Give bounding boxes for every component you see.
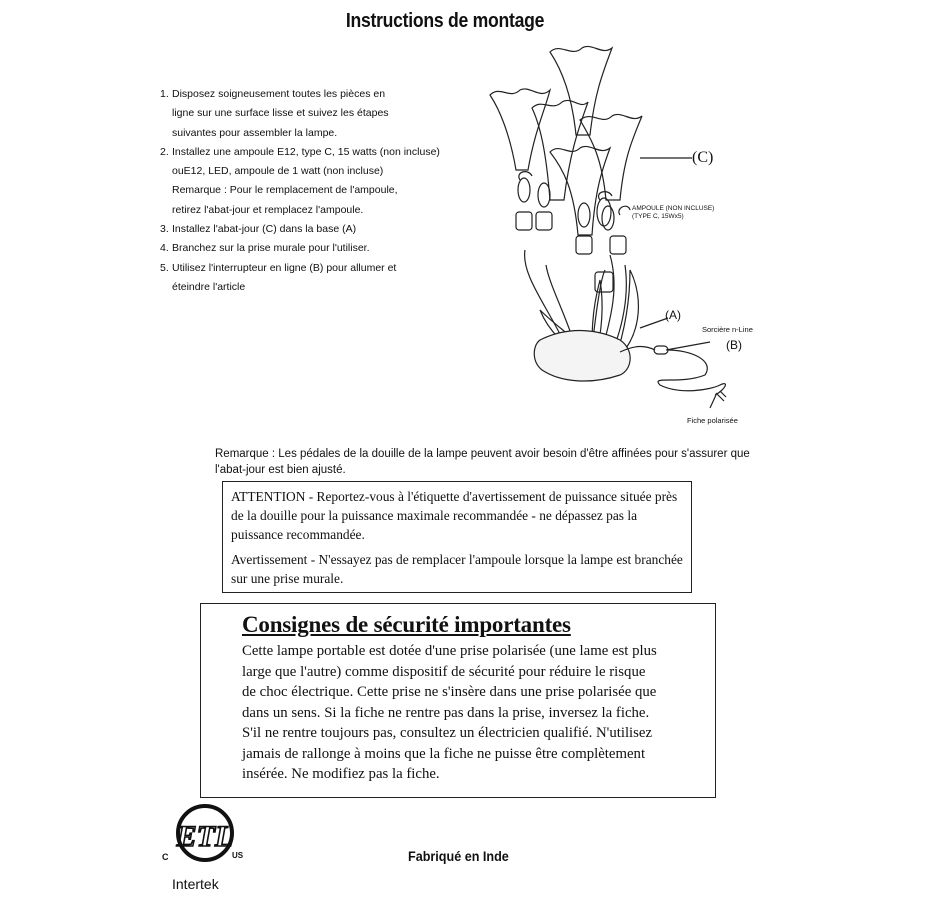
step-number: 2. [160, 145, 169, 158]
rotate-arrow [619, 206, 630, 215]
etl-c: C [162, 852, 169, 862]
step-item [160, 85, 460, 143]
warning-text: Avertissement - N'essayez pas de remplacer l'ampoule lorsque la lampe est branchée sur une prise murale. [231, 552, 683, 586]
step-item [160, 220, 460, 239]
plug-label: Fiche polarisée [687, 416, 738, 425]
label-b: (B) [726, 338, 742, 352]
safety-box [200, 603, 716, 798]
step-number: 4. [160, 242, 169, 255]
label-c: (C) [692, 149, 714, 166]
bulb [538, 183, 550, 207]
attention-text: ATTENTION - Reportez-vous à l'étiquette d'avertissement de puissance située près de la douille pour la puissance maximale recommandée - ne dépassez pas la puissance recommandée. [231, 489, 678, 542]
step-text: ouE12, LED, ampoule de 1 watt (non incluse) [172, 165, 384, 178]
safety-line: de choc électrique. Cette prise ne s'insère dans une prise polarisée que [242, 684, 657, 700]
step-number: 5. [160, 261, 169, 274]
step-item [160, 239, 460, 258]
step-text: Disposez soigneusement toutes les pièces en [172, 88, 386, 100]
etl-mark: ETL [176, 820, 234, 853]
step-text: éteindre l'article [172, 280, 246, 293]
lamp-assembly-illustration [480, 40, 770, 440]
safety-line: jamais de rallonge à moins que la fiche ne puisse être complètement [242, 745, 646, 762]
socket [610, 236, 626, 254]
leader-line [666, 342, 710, 350]
step-number: 3. [160, 223, 169, 236]
etl-us: US [232, 851, 244, 860]
safety-body [242, 641, 715, 785]
lamp-shade [490, 89, 550, 170]
label-a: (A) [665, 308, 681, 322]
step-text: Installez une ampoule E12, type C, 15 watts (non incluse) [172, 145, 440, 158]
step-item [160, 259, 460, 298]
safety-line: insérée. Ne modifiez pas la fiche. [242, 766, 440, 782]
step-text: Branchez sur la prise murale pour l'utiliser. [172, 242, 370, 255]
step-text: suivantes pour assembler la lampe. [172, 126, 338, 139]
step-text: Utilisez l'interrupteur en ligne (B) pour allumer et [172, 261, 397, 274]
step-item [160, 143, 460, 220]
power-cord [658, 350, 725, 395]
attention-box [222, 481, 692, 593]
bulb [578, 203, 590, 227]
switch-label: Sorcière n-Line [702, 325, 753, 334]
safety-line: Cette lampe portable est dotée d'une prise polarisée (une lame est plus [242, 643, 657, 659]
lamp-shade [580, 114, 642, 200]
leader-line [710, 395, 716, 408]
etl-brand: Intertek [172, 876, 219, 892]
bulb [602, 206, 614, 230]
bulb-label: AMPOULE (NON INCLUSE) [632, 205, 715, 212]
step-text: Installez l'abat-jour (C) dans la base (A) [172, 223, 357, 236]
lamp-base [534, 331, 630, 381]
safety-line: S'il ne rentre toujours pas, consultez un électricien qualifié. N'utilisez [242, 725, 653, 741]
step-text: Remarque : Pour le remplacement de l'ampoule, [172, 184, 398, 197]
etl-listed-mark [160, 798, 260, 898]
assembly-steps [160, 85, 460, 297]
socket [516, 212, 532, 230]
lamp-shade [550, 146, 610, 235]
bulb [518, 178, 530, 202]
step-text: ligne sur une surface lisse et suivez les étapes [172, 107, 389, 120]
safety-line: large que l'autre) comme dispositif de sécurité pour réduire le risque [242, 663, 646, 680]
bulb [597, 198, 611, 226]
made-in-label: Fabriqué en Inde [408, 848, 509, 864]
step-text: retirez l'abat-jour et remplacez l'ampoule. [172, 203, 364, 216]
leader-line [640, 318, 668, 328]
safety-title: Consignes de sécurité importantes [242, 612, 571, 637]
bulb-type-label: (TYPE C, 15Wx5) [632, 213, 684, 220]
inline-switch [654, 346, 668, 354]
safety-line: dans un sens. Si la fiche ne rentre pas dans la prise, inversez la fiche. [242, 704, 650, 721]
socket [536, 212, 552, 230]
socket [576, 236, 592, 254]
step-number: 1. [160, 88, 169, 100]
socket-remark: Remarque : Les pédales de la douille de la lampe peuvent avoir besoin d'être affinées pour s'assurer que l'abat-jour est bien ajusté. [215, 448, 750, 476]
page-title: Instructions de montage [345, 10, 545, 32]
polarized-plug [716, 391, 726, 401]
